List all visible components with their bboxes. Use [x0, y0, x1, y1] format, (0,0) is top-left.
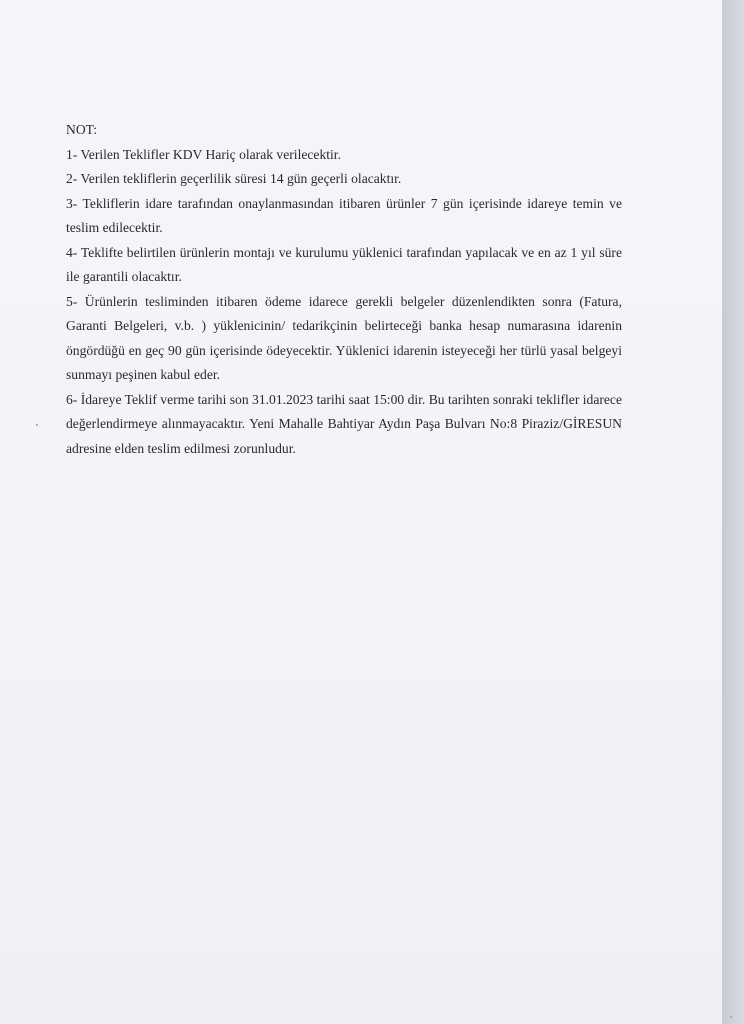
paper-speck [730, 1016, 732, 1018]
paper-speck [36, 424, 38, 426]
note-item-2: 2- Verilen tekliflerin geçerlilik süresi 14 gün geçerli olacaktır. [66, 171, 402, 186]
note-item-1: 1- Verilen Teklifler KDV Hariç olarak verilecektir. [66, 146, 341, 162]
scan-background-edge [722, 0, 744, 1024]
notes-section [66, 118, 622, 461]
note-item-6: 6- İdareye Teklif verme tarihi son 31.01.2023 tarihi saat 15:00 dir. Bu tarihten sonraki teklifler idarece değerlendirmeye alınmayacaktır. Yeni Mahalle Bahtiyar Aydın Paşa Bulvarı No:8 Piraziz/GİRESUN adresine elden teslim edilmesi zorunludur. [66, 391, 622, 456]
note-item-4: 4- Teklifte belirtilen ürünlerin montajı ve kurulumu yüklenici tarafından yapılacak ve en az 1 yıl süre ile garantili olacaktır. [66, 244, 622, 284]
note-item-5: 5- Ürünlerin tesliminden itibaren ödeme idarece gerekli belgeler düzenlendikten sonra (Fatura, Garanti Belgeleri, v.b. ) yüklenicinin/ tedarikçinin belirteceği banka hesap numarasına idarenin öngördüğü en geç 90 gün içerisinde ödeyecektir. Yüklenici idarenin isteyeceği her türlü yasal belgeyi sunmayı peşinen kabul eder. [66, 293, 622, 382]
notes-heading: NOT: [66, 122, 98, 137]
note-item-3: 3- Tekliflerin idare tarafından onaylanmasından itibaren ürünler 7 gün içerisinde idareye temin ve teslim edilecektir. [66, 195, 622, 235]
